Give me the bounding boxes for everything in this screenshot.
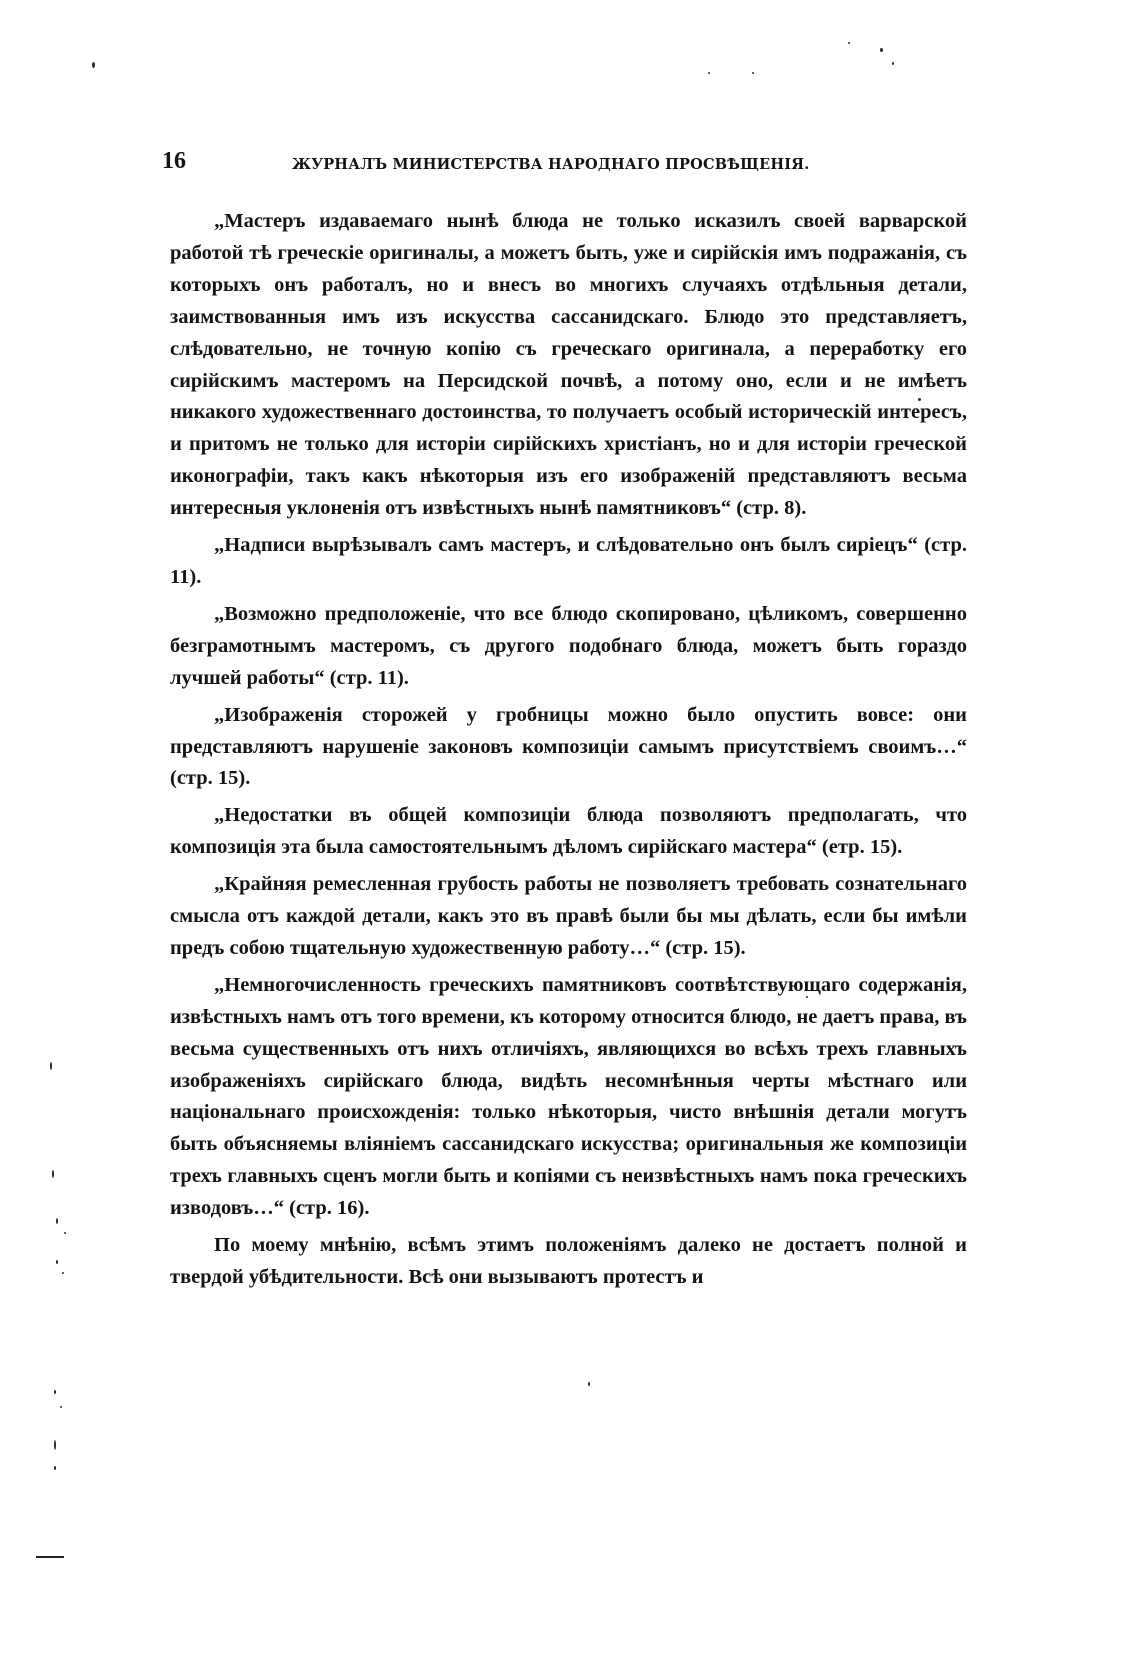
scan-speck (54, 1390, 56, 1394)
scan-speck (848, 42, 850, 44)
scan-speck (880, 48, 883, 52)
scan-speck (64, 1232, 66, 1234)
quote-paragraph-7: „Немногочисленность греческихъ памятниковъ соотвѣтствующаго содержанія, извѣстныхъ намъ отъ того времени, къ которому относится блюдо, не даетъ права, въ весьма существенныхъ отъ нихъ отличіяхъ, являющихся во всѣхъ трехъ главныхъ изображеніяхъ сирійскаго блюда, видѣть несомнѣнныя черты мѣстнаго или національнаго происхожденія: только нѣкоторыя, чисто внѣшнія детали могутъ быть объясняемы вліяніемъ сассанидскаго искусства; оригинальныя же композиціи трехъ главныхъ сценъ могли быть и копіями съ неизвѣстныхъ намъ пока греческихъ изводовъ…“ (стр. 16). (170, 973, 967, 1220)
scan-speck (588, 1382, 590, 1386)
page-header (162, 148, 972, 188)
body-text (170, 206, 967, 1294)
quote-paragraph-4: „Изображенія сторожей у гробницы можно было опустить вовсе: они представляютъ нарушеніе законовъ композиціи самымъ присутствіемъ своимъ…“ (стр. 15). (170, 703, 967, 790)
scan-speck (56, 1218, 58, 1224)
scan-speck (62, 1272, 64, 1274)
scan-speck (918, 398, 921, 401)
scan-speck (806, 996, 808, 998)
scan-speck (92, 62, 95, 68)
scan-speck (54, 1440, 56, 1450)
page-number: 16 (162, 148, 186, 174)
quote-paragraph-2: „Надписи вырѣзывалъ самъ мастеръ, и слѣдовательно онъ былъ сиріецъ“ (стр. 11). (170, 534, 967, 588)
scan-speck (50, 1062, 52, 1070)
scan-speck (892, 62, 894, 65)
scan-speck (708, 72, 710, 74)
quote-paragraph-1: „Мастеръ издаваемаго нынѣ блюда не только исказилъ своей варварской работой тѣ греческіе оригиналы, а можетъ быть, уже и сирійскія имъ подражанія, съ которыхъ онъ работалъ, но и внесъ во многихъ случаяхъ отдѣльныя детали, заимствованныя имъ изъ искусства сассанидскаго. Блюдо это представляетъ, слѣдовательно, не точную копію съ греческаго оригинала, а переработку его сирійскимъ мастеромъ на Персидской почвѣ, а потому оно, если и не имѣетъ никакого художественнаго достоинства, то получаетъ особый историческій интересъ, и притомъ не только для исторіи сирійскихъ христіанъ, но и для исторіи греческой иконографіи, такъ какъ нѣкоторыя изъ его изображеній представляютъ весьма интересныя уклоненія отъ извѣстныхъ нынѣ памятниковъ“ (стр. 8). (170, 210, 967, 520)
quote-paragraph-3: „Возможно предположеніе, что все блюдо скопировано, цѣликомъ, совершенно безграмотнымъ мастеромъ, съ другого подобнаго блюда, можетъ быть гораздо лучшей работы“ (стр. 11). (170, 602, 967, 689)
scan-speck (752, 72, 754, 74)
margin-scan-line (36, 1556, 64, 1558)
scan-speck (54, 1466, 56, 1470)
author-paragraph: По моему мнѣнію, всѣмъ этимъ положеніямъ далеко не достаетъ полной и твердой убѣдительности. Всѣ они вызываютъ протестъ и (170, 1234, 967, 1288)
quote-paragraph-6: „Крайняя ремесленная грубость работы не позволяетъ требовать сознательнаго смысла отъ каждой детали, какъ это въ правѣ были бы мы дѣлать, если бы имѣли предъ собою тщательную художественную работу…“ (стр. 15). (170, 873, 967, 959)
scan-speck (56, 1260, 58, 1264)
quote-paragraph-5: „Недостатки въ общей композиціи блюда позволяютъ предполагать, что композиція эта была самостоятельнымъ дѣломъ сирійскаго мастера“ (етр. 15). (170, 804, 967, 859)
running-title: ЖУРНАЛЪ МИНИСТЕРСТВА НАРОДНАГО ПРОСВѢЩЕНІЯ. (292, 156, 810, 173)
scan-speck (60, 1406, 62, 1408)
scan-speck (52, 1170, 54, 1178)
